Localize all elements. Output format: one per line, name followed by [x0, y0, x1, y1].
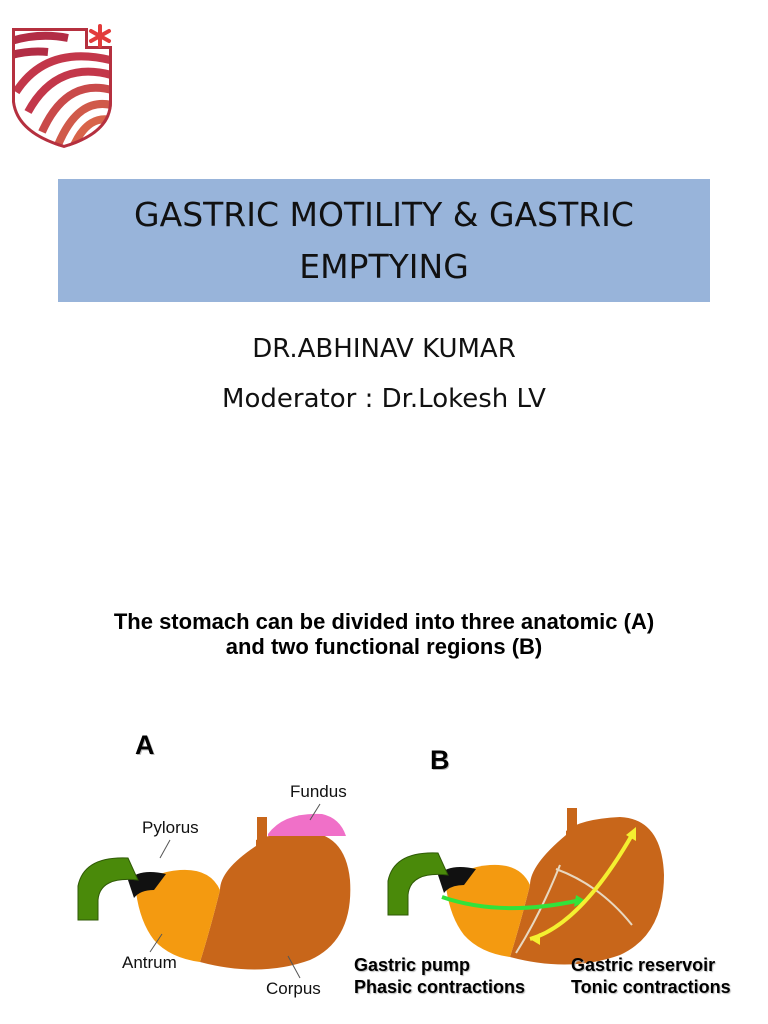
slide-title: GASTRIC MOTILITY & GASTRIC EMPTYING: [134, 194, 634, 286]
caption-line-1: The stomach can be divided into three anatomic (A): [113, 609, 655, 634]
corpus-label: Corpus: [266, 979, 321, 998]
author-name: DR.ABHINAV KUMAR: [252, 334, 516, 364]
figure-caption: [40, 609, 728, 659]
stomach-figure: [0, 720, 768, 1020]
title-banner: [58, 179, 710, 302]
phasic-contractions-label: Phasic contractions: [354, 977, 526, 997]
asterisk-icon: [91, 26, 109, 46]
panel-b-letter: B: [430, 745, 450, 775]
caption-line-2: and two functional regions (B): [225, 634, 543, 659]
panel-a-letter: A: [135, 730, 155, 760]
institution-logo: [8, 22, 120, 150]
fundus-label: Fundus: [290, 782, 347, 801]
gastric-pump-label: Gastric pump: [354, 955, 471, 975]
antrum-label: Antrum: [122, 953, 177, 972]
gastric-reservoir-label: Gastric reservoir: [571, 955, 716, 975]
pylorus-label: Pylorus: [142, 818, 199, 837]
tonic-contractions-label: Tonic contractions: [571, 977, 731, 997]
moderator-name: Moderator : Dr.Lokesh LV: [222, 384, 546, 414]
